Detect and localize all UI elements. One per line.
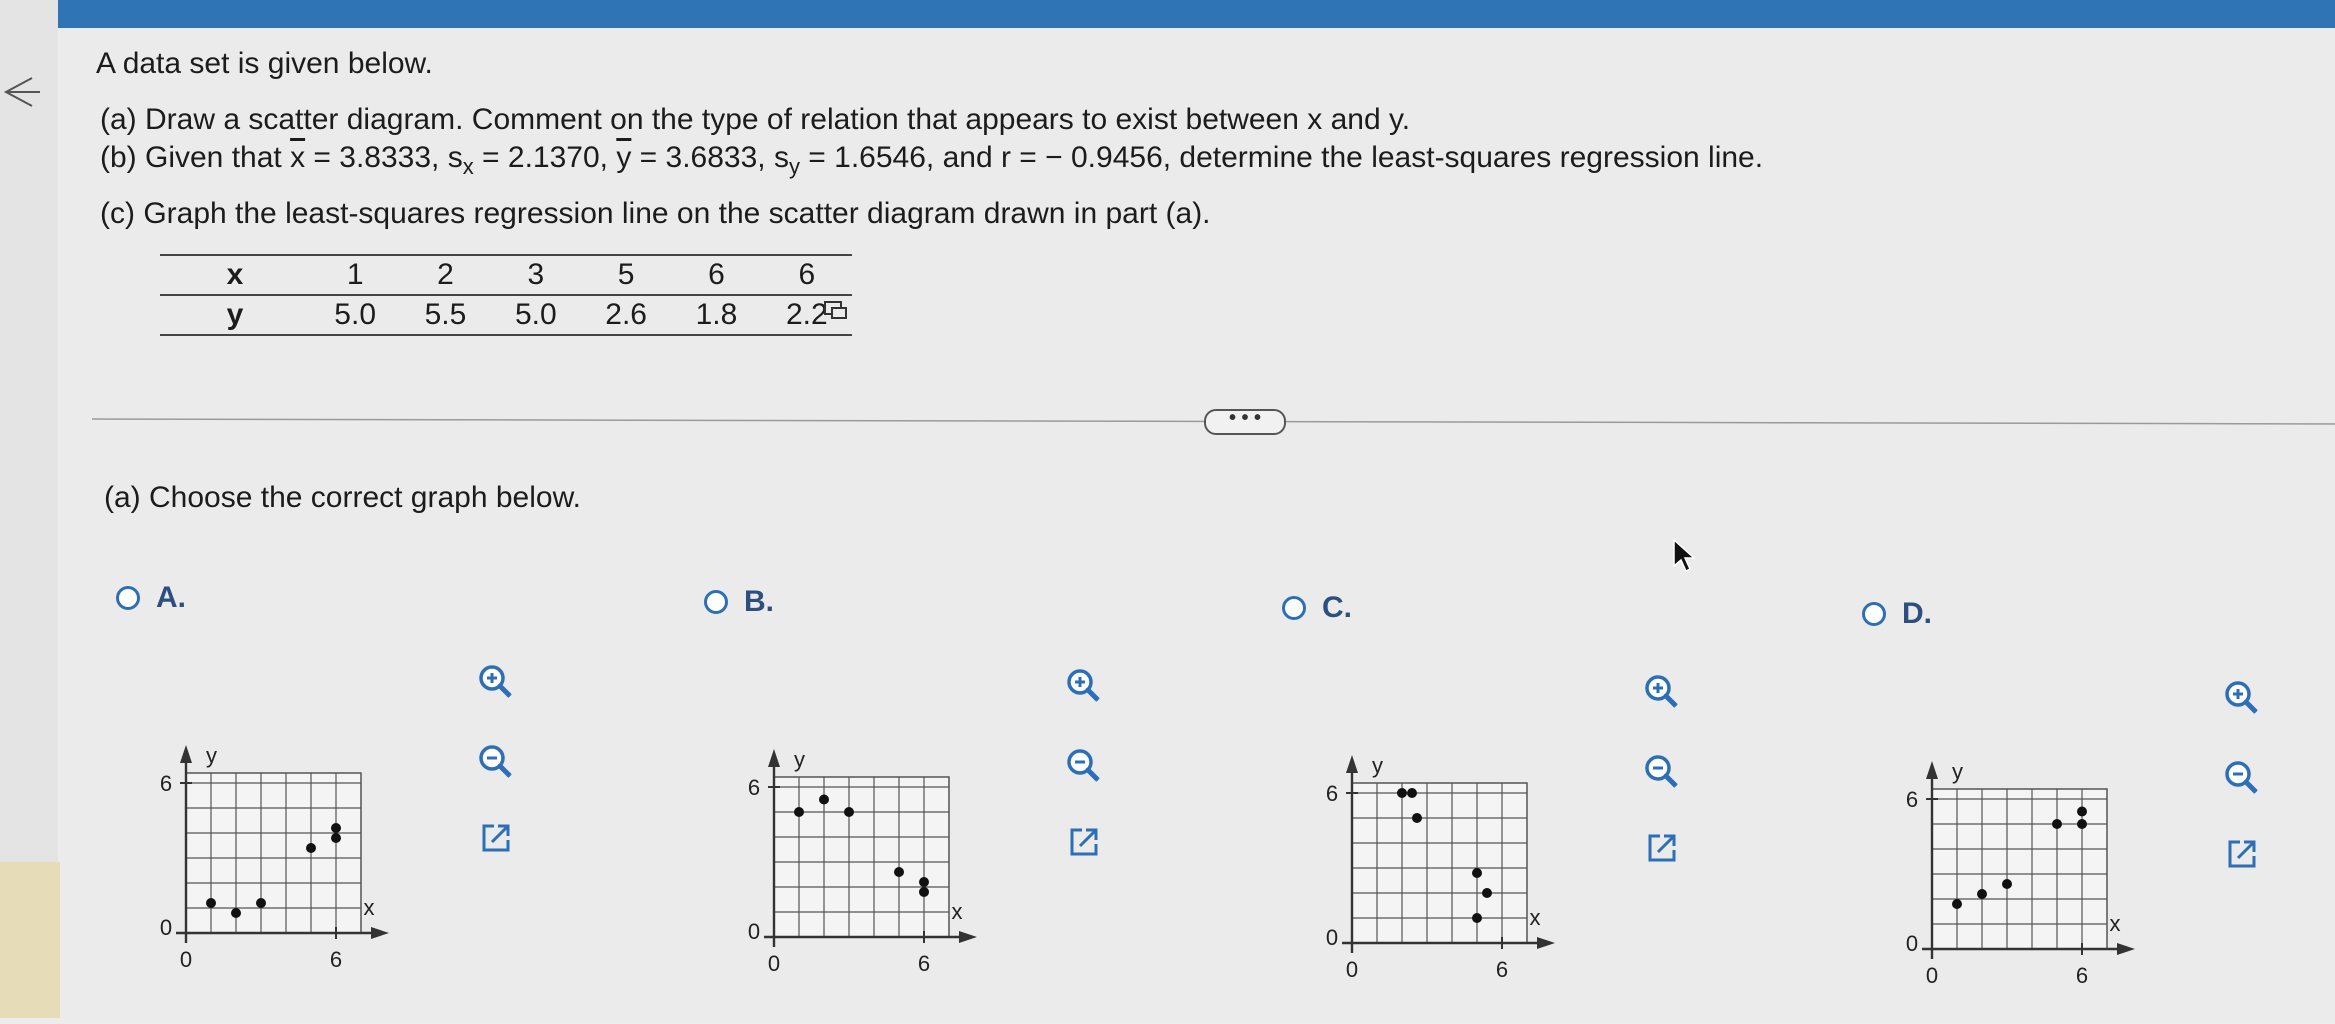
popout-icon[interactable] (1064, 822, 1104, 862)
part-b-prefix: (b) Given that (100, 141, 291, 174)
y-value: 2.2 (762, 295, 852, 335)
popout-icon[interactable] (2222, 834, 2262, 874)
top-bar (0, 0, 2335, 28)
magnifier-handle (500, 686, 512, 698)
x-axis-arrow (371, 927, 389, 939)
option-d-label: D. (1902, 597, 1932, 630)
option-d[interactable] (1862, 594, 2335, 1024)
magnifier-handle (2246, 702, 2258, 714)
option-c-label: C. (1322, 591, 1352, 624)
content-area (60, 28, 2335, 1018)
x-value: 3 (491, 255, 581, 295)
data-point (331, 833, 341, 843)
data-point (2052, 819, 2062, 829)
x-bar-value: = 3.8333, s (305, 141, 463, 174)
data-point (2002, 879, 2012, 889)
x-value: 5 (581, 255, 671, 295)
data-point (1407, 788, 1417, 798)
x-zero-label: 0 (1925, 963, 1939, 986)
magnifier-handle (1088, 770, 1100, 782)
magnifier-handle (500, 766, 512, 778)
y-axis-label: y (794, 747, 805, 772)
radio-option-c[interactable] (1282, 596, 1306, 620)
scatter-graph-a (116, 630, 436, 970)
y-tick-label: 6 (159, 771, 173, 796)
table-row-y (160, 295, 852, 335)
data-point (256, 898, 266, 908)
magnifier-handle (1666, 696, 1678, 708)
zoom-in-icon[interactable] (1064, 666, 1104, 706)
table-row-x (160, 255, 852, 295)
plot-area (186, 773, 361, 933)
y-zero-label: 0 (1905, 931, 1919, 956)
x-zero-label: 0 (767, 951, 781, 974)
x-zero-label: 0 (179, 947, 193, 970)
y-bar-value: = 3.6833, s (631, 141, 789, 174)
x-axis-arrow (2117, 943, 2135, 955)
y-tick-label: 6 (747, 775, 761, 800)
zoom-in-icon[interactable] (2222, 678, 2262, 718)
y-value: 5.0 (491, 295, 581, 335)
popout-icon[interactable] (1642, 828, 1682, 868)
zoom-out-icon[interactable] (2222, 758, 2262, 798)
data-point (1412, 813, 1422, 823)
x-tick-label: 6 (917, 951, 931, 974)
data-point (1397, 788, 1407, 798)
x-tick-label: 6 (1495, 957, 1509, 980)
option-a[interactable] (116, 578, 616, 1008)
data-point (231, 908, 241, 918)
x-value: 2 (400, 255, 490, 295)
data-point (1472, 913, 1482, 923)
y-value: 1.8 (671, 295, 761, 335)
x-bar-symbol: $\overline{x}$ (290, 141, 306, 174)
data-point (844, 807, 854, 817)
data-point (819, 795, 829, 805)
popout-icon[interactable] (476, 818, 516, 858)
magnifier-handle (1666, 776, 1678, 788)
zoom-in-icon[interactable] (476, 662, 516, 702)
data-point (1952, 899, 1962, 909)
x-tick-label: 6 (2075, 963, 2089, 986)
part-c-text: (c) Graph the least-squares regression line on the scatter diagram drawn in part (a). (100, 197, 1211, 230)
data-point (919, 877, 929, 887)
y-bar-symbol: $\overline{y}$ (616, 141, 632, 174)
x-header: x (160, 255, 310, 295)
x-tick-label: 6 (329, 947, 343, 970)
y-axis-arrow (1926, 761, 1938, 779)
y-axis-arrow (1346, 755, 1358, 773)
x-axis-arrow (959, 931, 977, 943)
data-point (919, 887, 929, 897)
sy-subscript: y (788, 154, 800, 179)
scatter-graph-c (1282, 640, 1602, 980)
sy-value: = 1.6546, and r = − 0.9456, determine the least-squares regression line. (799, 141, 1764, 174)
y-zero-label: 0 (159, 915, 173, 940)
data-point (2077, 819, 2087, 829)
data-point (1472, 868, 1482, 878)
x-axis-arrow (1537, 937, 1555, 949)
magnifier-handle (2246, 782, 2258, 794)
popout-arrow-shaft (1080, 830, 1096, 846)
data-point (2077, 807, 2087, 817)
scatter-graph-b (704, 634, 1024, 974)
mouse-cursor-icon (1672, 538, 1698, 574)
data-point (206, 898, 216, 908)
y-value: 2.6 (581, 295, 671, 335)
zoom-out-icon[interactable] (1642, 752, 1682, 792)
radio-option-a[interactable] (116, 586, 140, 610)
option-b[interactable] (704, 582, 1204, 1012)
back-arrow-icon[interactable] (0, 62, 40, 122)
plot-area (774, 777, 949, 937)
data-point (794, 807, 804, 817)
radio-option-b[interactable] (704, 590, 728, 614)
y-axis-arrow (768, 749, 780, 767)
y-axis-label: y (1952, 759, 1963, 784)
x-axis-label: x (2109, 911, 2121, 936)
more-button[interactable]: • • • (1204, 409, 1286, 435)
option-a-label: A. (156, 581, 186, 614)
x-axis-label: x (1529, 905, 1541, 930)
part-a-text: (a) Draw a scatter diagram. Comment on the type of relation that appears to exist between x and y. (100, 103, 1411, 136)
option-c[interactable] (1282, 588, 1782, 1018)
y-zero-label: 0 (1325, 925, 1339, 950)
data-point (1977, 889, 1987, 899)
graph-grid (774, 777, 949, 937)
data-point (1482, 888, 1492, 898)
x-axis-label: x (951, 899, 963, 924)
zoom-out-icon[interactable] (1064, 746, 1104, 786)
magnifier-handle (1088, 690, 1100, 702)
popout-arrow-shaft (1658, 836, 1674, 852)
part-b-text (100, 140, 1763, 185)
data-table (160, 254, 852, 370)
y-value: 5.5 (400, 295, 490, 335)
x-axis-label: x (363, 895, 375, 920)
y-axis-arrow (180, 745, 192, 763)
plot-area (1352, 783, 1527, 943)
y-header: y (160, 295, 310, 335)
x-value: 6 (671, 255, 761, 295)
popout-arrow-shaft (2238, 842, 2254, 858)
radio-option-d[interactable] (1862, 602, 1886, 626)
popout-arrow-shaft (492, 826, 508, 842)
data-point (306, 843, 316, 853)
data-point (331, 823, 341, 833)
y-tick-label: 6 (1905, 787, 1919, 812)
y-zero-label: 0 (747, 919, 761, 944)
copy-icon[interactable] (824, 300, 848, 320)
sx-value: = 2.1370, (473, 141, 617, 174)
data-point (894, 867, 904, 877)
y-axis-label: y (1372, 753, 1383, 778)
y-axis-label: y (206, 743, 217, 768)
choose-graph-prompt: (a) Choose the correct graph below. (104, 481, 581, 514)
option-b-label: B. (744, 585, 774, 618)
sx-subscript: x (462, 154, 474, 179)
x-zero-label: 0 (1345, 957, 1359, 980)
graph-grid (1352, 783, 1527, 943)
x-value: 1 (310, 255, 400, 295)
y-tick-label: 6 (1325, 781, 1339, 806)
x-value: 6 (762, 255, 852, 295)
scatter-graph-d (1862, 646, 2182, 986)
zoom-in-icon[interactable] (1642, 672, 1682, 712)
graph-grid (186, 773, 361, 933)
intro-text: A data set is given below. (96, 47, 433, 80)
y-value: 5.0 (310, 295, 400, 335)
zoom-out-icon[interactable] (476, 742, 516, 782)
